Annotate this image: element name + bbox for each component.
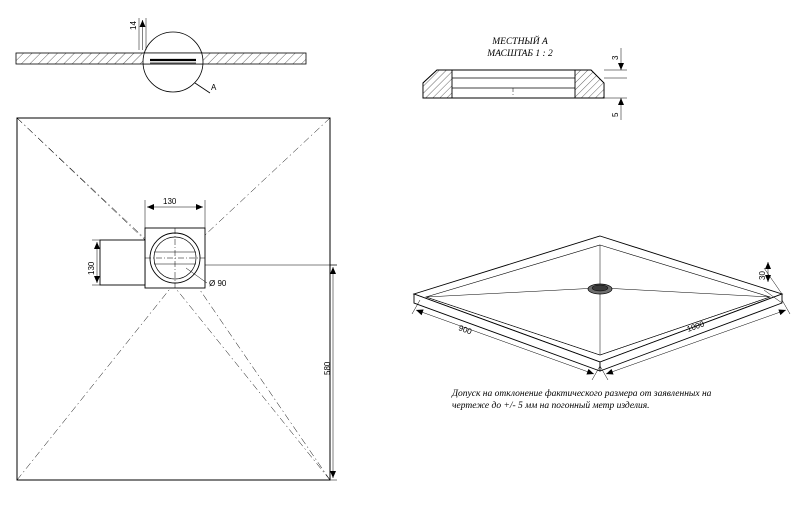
dim-detail-bottom-5: 5 <box>611 112 620 117</box>
dim-iso-1000: 1000 <box>685 319 706 334</box>
plan-view <box>17 118 337 480</box>
dim-overall-580: 580 <box>323 361 332 375</box>
tolerance-note <box>452 388 752 412</box>
dim-drain-height-130: 130 <box>87 261 96 275</box>
detail-view-title-line1: МЕСТНЫЙ А <box>492 37 548 47</box>
dim-detail-top-3: 3 <box>611 55 620 60</box>
section-view-thin <box>16 18 306 93</box>
dim-thickness-14: 14 <box>129 21 138 30</box>
detail-view-title-line2: МАСШТАБ 1 : 2 <box>487 49 553 59</box>
dim-drain-width-130: 130 <box>163 197 177 206</box>
dim-drain-diameter: Ø 90 <box>209 279 227 288</box>
dim-iso-thickness-30: 30 <box>758 271 767 280</box>
tolerance-note-line1: Допуск на отклонение фактического размера от заявленных на <box>452 389 712 399</box>
detail-view-title <box>455 36 585 60</box>
dim-iso-900: 900 <box>457 323 473 337</box>
detail-callout-label: A <box>211 83 217 92</box>
isometric-view <box>412 236 790 380</box>
tolerance-note-line2: чертеже до +/- 5 мм на погонный метр изделия. <box>452 401 650 411</box>
